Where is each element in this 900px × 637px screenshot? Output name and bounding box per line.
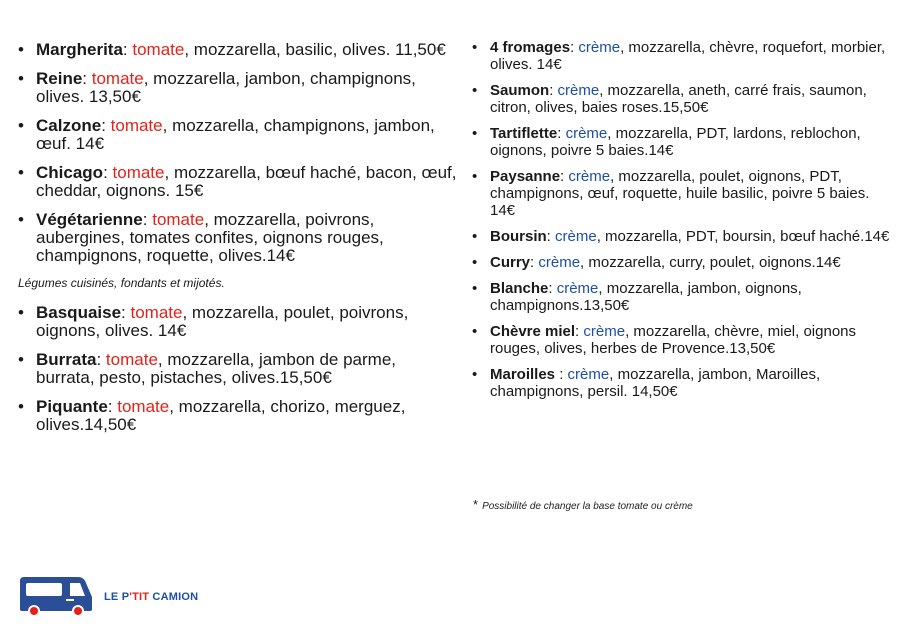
base: crème <box>565 125 608 142</box>
cream-pizza-list <box>472 39 892 400</box>
pizza-name: Calzone <box>36 116 102 135</box>
pizza-name: Margherita <box>36 40 123 59</box>
base: tomate <box>91 69 144 88</box>
menu-item <box>18 304 458 340</box>
base: tomate <box>112 163 165 182</box>
pizza-name: Burrata <box>36 350 97 369</box>
base: crème <box>583 323 626 340</box>
pizza-name: Paysanne <box>490 168 561 185</box>
base: tomate <box>110 116 163 135</box>
menu-item <box>18 351 458 387</box>
menu-item <box>18 117 458 153</box>
ingredients-price: , mozzarella, jambon de parme, burrata, pesto, pistaches, olives.15,50€ <box>36 350 397 387</box>
ingredients-price: , mozzarella, chèvre, roquefort, morbier, olives. 14€ <box>490 39 886 73</box>
menu-item <box>472 228 892 245</box>
base: tomate <box>132 40 185 59</box>
separator: : <box>549 82 558 99</box>
menu-item <box>472 254 892 271</box>
bullet: • <box>18 397 24 416</box>
base: crème <box>555 228 597 245</box>
bullet: • <box>472 125 478 142</box>
tomato-pizza-list-2 <box>18 304 458 434</box>
base: crème <box>568 168 611 185</box>
right-column <box>472 39 892 409</box>
menu-item <box>472 125 892 159</box>
footnote-text: Possibilité de changer la base tomate ou crème <box>482 501 693 512</box>
bullet: • <box>472 82 478 99</box>
bullet: • <box>472 366 478 383</box>
menu-item <box>472 280 892 314</box>
menu-item <box>472 168 892 219</box>
base: tomate <box>117 397 170 416</box>
bullet: • <box>472 280 478 297</box>
tomato-pizza-list-1 <box>18 41 458 265</box>
vegetable-note: Légumes cuisinés, fondants et mijotés. <box>18 276 225 290</box>
ingredients-price: , mozzarella, poivrons, aubergines, tomates confites, oignons rouges, champignons, roquette, olives.14€ <box>36 210 384 265</box>
base: crème <box>557 82 600 99</box>
separator: : <box>548 280 557 297</box>
pizza-name: Saumon <box>490 82 550 99</box>
brand-logo <box>18 575 198 619</box>
food-truck-icon <box>18 575 94 619</box>
pizza-name: Tartiflette <box>490 125 558 142</box>
bullet: • <box>18 163 24 182</box>
base: tomate <box>105 350 158 369</box>
pizza-name: Boursin <box>490 228 547 245</box>
bullet: • <box>18 210 24 229</box>
separator: : <box>122 40 133 59</box>
bullet: • <box>472 323 478 340</box>
separator: : <box>82 69 92 88</box>
ingredients-price: , mozzarella, aneth, carré frais, saumon, citron, olives, baies roses.15,50€ <box>490 82 867 116</box>
ingredients-price: , mozzarella, bœuf haché, bacon, œuf, cheddar, oignons. 15€ <box>36 163 457 200</box>
ingredients-price: , mozzarella, chorizo, merguez, olives.14,50€ <box>36 397 406 434</box>
ingredients-price: , mozzarella, jambon, Maroilles, champignons, persil. 14,50€ <box>490 366 821 400</box>
pizza-name: Curry <box>490 254 531 271</box>
menu-item <box>472 323 892 357</box>
bullet: • <box>18 40 24 59</box>
ingredients-price: , mozzarella, jambon, champignons, olives. 13,50€ <box>36 69 416 106</box>
bullet: • <box>472 168 478 185</box>
separator: : <box>557 125 566 142</box>
bullet: • <box>472 254 478 271</box>
left-column <box>18 41 458 445</box>
base: tomate <box>152 210 205 229</box>
footnote <box>473 497 693 512</box>
ingredients-price: , mozzarella, PDT, boursin, bœuf haché.14€ <box>596 228 890 245</box>
footnote-star: * <box>473 497 479 512</box>
bullet: • <box>18 303 24 322</box>
separator: : <box>121 303 131 322</box>
pizza-name: Blanche <box>490 280 549 297</box>
base: tomate <box>130 303 183 322</box>
ingredients-price: , mozzarella, champignons, jambon, œuf. 14€ <box>36 116 435 153</box>
pizza-name: Piquante <box>36 397 108 416</box>
bullet: • <box>18 350 24 369</box>
bullet: • <box>18 116 24 135</box>
ingredients-price: , mozzarella, jambon, oignons, champignons.13,50€ <box>490 280 802 314</box>
ingredients-price: , mozzarella, poulet, poivrons, oignons, olives. 14€ <box>36 303 409 340</box>
base: crème <box>556 280 599 297</box>
separator: : <box>103 163 113 182</box>
pizza-name: Basquaise <box>36 303 122 322</box>
separator: : <box>570 39 579 56</box>
menu-item <box>18 41 458 59</box>
separator: : <box>107 397 118 416</box>
menu-item <box>18 70 458 106</box>
ingredients-price: , mozzarella, basilic, olives. 11,50€ <box>184 40 446 59</box>
pizza-name: Chèvre miel <box>490 323 576 340</box>
base: crème <box>567 366 610 383</box>
menu-item <box>472 82 892 116</box>
separator: : <box>546 228 556 245</box>
pizza-name: Chicago <box>36 163 104 182</box>
base: crème <box>538 254 581 271</box>
ingredients-price: , mozzarella, poulet, oignons, PDT, champignons, œuf, roquette, huile basilic, poivre 5 baies. 14€ <box>490 168 870 219</box>
brand-name: LE P'TIT CAMION <box>104 591 199 603</box>
bullet: • <box>472 228 478 245</box>
menu-item <box>18 398 458 434</box>
bullet: • <box>18 69 24 88</box>
ingredients-price: , mozzarella, PDT, lardons, reblochon, oignons, poivre 5 baies.14€ <box>490 125 861 159</box>
ingredients-price: , mozzarella, curry, poulet, oignons.14€ <box>580 254 841 271</box>
menu-item <box>18 211 458 265</box>
ingredients-price: , mozzarella, chèvre, miel, oignons rouges, olives, herbes de Provence.13,50€ <box>490 323 857 357</box>
separator: : <box>142 210 153 229</box>
menu-item <box>472 366 892 400</box>
separator: : <box>96 350 106 369</box>
pizza-name: Maroilles <box>490 366 556 383</box>
separator: : <box>560 168 569 185</box>
base: crème <box>578 39 621 56</box>
pizza-name: Végétarienne <box>36 210 143 229</box>
pizza-name: Reine <box>36 69 83 88</box>
separator: : <box>530 254 539 271</box>
menu-item <box>472 39 892 73</box>
menu-item <box>18 164 458 200</box>
separator: : <box>555 366 568 383</box>
pizza-name: 4 fromages <box>490 39 571 56</box>
separator: : <box>575 323 584 340</box>
separator: : <box>101 116 111 135</box>
bullet: • <box>472 39 478 56</box>
